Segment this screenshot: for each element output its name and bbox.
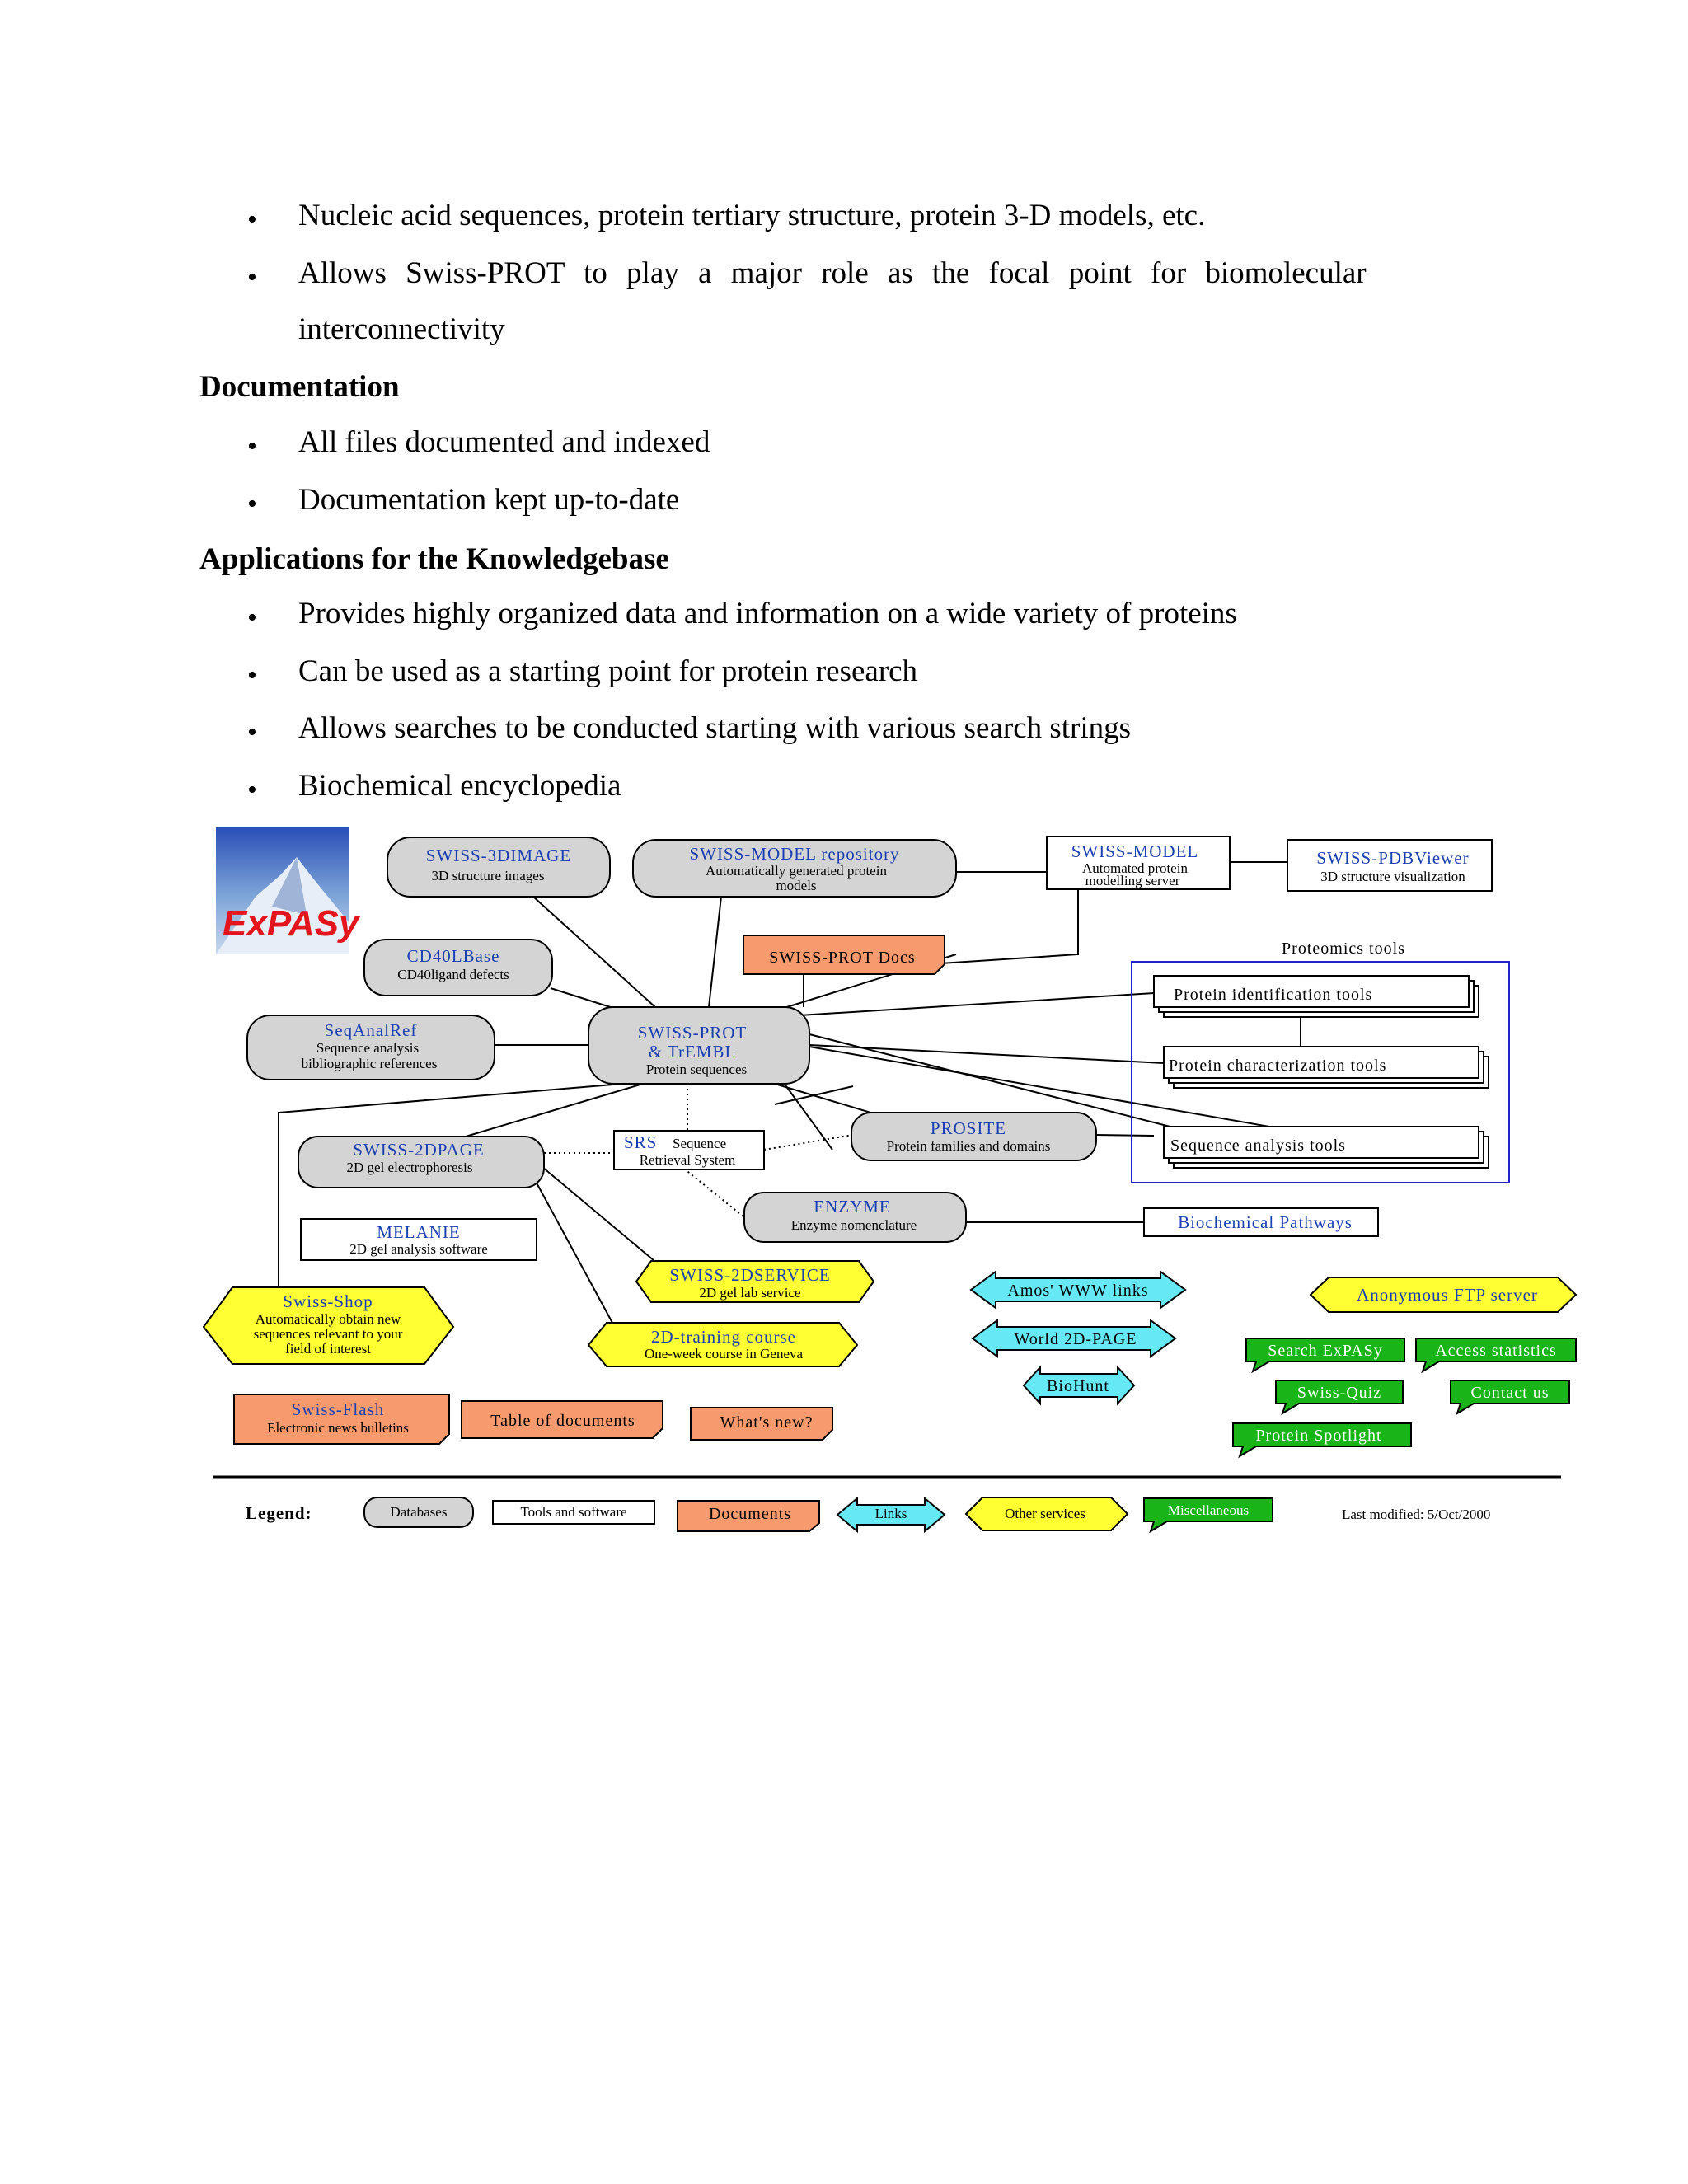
last-modified: Last modified: 5/Oct/2000 <box>1342 1507 1491 1522</box>
bullet-6: • <box>247 660 257 691</box>
svg-text:Links: Links <box>874 1506 907 1521</box>
link-amos-www-links[interactable] <box>971 1272 1185 1308</box>
svg-text:Swiss-Flash: Swiss-Flash <box>291 1399 385 1419</box>
tool-protein-identification[interactable] <box>1154 976 1479 1017</box>
proteomics-tools-group <box>1132 940 1509 1183</box>
expasy-logo[interactable] <box>216 827 361 954</box>
svg-text:2D gel electrophoresis: 2D gel electrophoresis <box>346 1160 473 1175</box>
bullet-text-files-documented: All files documented and indexed <box>298 425 710 459</box>
svg-text:SWISS-MODEL: SWISS-MODEL <box>1071 841 1199 861</box>
svg-text:Electronic news bulletins: Electronic news bulletins <box>267 1420 409 1436</box>
svg-text:Tools and software: Tools and software <box>520 1504 627 1520</box>
node-swiss-model-repository[interactable] <box>633 840 956 897</box>
svg-text:Automatically generated protei: Automatically generated protein <box>706 863 887 879</box>
svg-text:Swiss-Shop: Swiss-Shop <box>283 1291 373 1311</box>
service-swiss-2dservice[interactable] <box>636 1261 874 1302</box>
node-swiss-3dimage[interactable] <box>387 837 610 897</box>
bullet-1: • <box>247 204 257 235</box>
svg-text:Enzyme nomenclature: Enzyme nomenclature <box>790 1217 917 1233</box>
heading-documentation: Documentation <box>199 370 400 404</box>
bullet-5: • <box>247 602 257 633</box>
svg-text:SRS: SRS <box>624 1132 658 1152</box>
svg-text:SWISS-PROT Docs: SWISS-PROT Docs <box>769 949 916 967</box>
svg-text:SWISS-MODEL repository: SWISS-MODEL repository <box>689 844 900 864</box>
bullet-text-continuation: interconnectivity <box>298 312 505 346</box>
bullet-text-searches: Allows searches to be conducted starting with various search strings <box>298 711 1132 745</box>
svg-text:SWISS-3DIMAGE: SWISS-3DIMAGE <box>425 846 572 865</box>
svg-text:What's new?: What's new? <box>720 1413 814 1432</box>
svg-text:Swiss-Quiz: Swiss-Quiz <box>1296 1384 1382 1402</box>
doc-table-of-documents[interactable] <box>462 1401 663 1438</box>
svg-text:SWISS-2DSERVICE: SWISS-2DSERVICE <box>669 1265 831 1285</box>
legend-label: Legend: <box>246 1503 312 1523</box>
bullet-text-encyclopedia: Biochemical encyclopedia <box>298 769 621 803</box>
svg-text:Automatically obtain new: Automatically obtain new <box>255 1311 401 1327</box>
node-prosite[interactable] <box>851 1113 1096 1160</box>
svg-text:SWISS-PDBViewer: SWISS-PDBViewer <box>1316 848 1470 868</box>
svg-text:Other services: Other services <box>1005 1506 1085 1521</box>
svg-text:Biochemical Pathways: Biochemical Pathways <box>1178 1212 1353 1232</box>
tool-protein-characterization[interactable] <box>1164 1047 1489 1088</box>
bullet-4: • <box>247 489 257 519</box>
legend-miscellaneous <box>1144 1498 1273 1531</box>
node-swiss-pdbviewer[interactable] <box>1287 840 1492 891</box>
svg-text:Anonymous FTP server: Anonymous FTP server <box>1357 1285 1538 1305</box>
svg-text:CD40ligand defects: CD40ligand defects <box>397 967 509 982</box>
tool-sequence-analysis[interactable] <box>1164 1127 1489 1168</box>
svg-text:Protein families and domains: Protein families and domains <box>886 1138 1051 1154</box>
service-swiss-shop[interactable] <box>204 1287 453 1364</box>
svg-text:Retrieval System: Retrieval System <box>639 1152 736 1168</box>
service-anonymous-ftp[interactable] <box>1311 1277 1576 1312</box>
node-biochemical-pathways[interactable] <box>1144 1208 1378 1236</box>
service-2d-training-course[interactable] <box>588 1323 857 1366</box>
svg-text:Access statistics: Access statistics <box>1435 1342 1557 1360</box>
legend <box>246 1497 1273 1531</box>
svg-text:Contact us: Contact us <box>1470 1384 1550 1402</box>
link-world-2d-page[interactable] <box>973 1320 1175 1357</box>
legend-tools <box>493 1501 654 1524</box>
misc-contact-us[interactable] <box>1451 1380 1569 1413</box>
svg-text:field of interest: field of interest <box>285 1341 371 1357</box>
node-swiss-model[interactable] <box>1047 837 1230 889</box>
svg-text:Sequence analysis tools: Sequence analysis tools <box>1170 1137 1346 1155</box>
svg-text:Protein characterization tools: Protein characterization tools <box>1169 1057 1387 1075</box>
svg-text:2D gel analysis software: 2D gel analysis software <box>349 1241 488 1257</box>
svg-text:Sequence analysis: Sequence analysis <box>316 1040 420 1056</box>
svg-text:Miscellaneous: Miscellaneous <box>1167 1502 1250 1518</box>
logo-text: ExPASy <box>223 903 359 944</box>
svg-text:SWISS-2DPAGE: SWISS-2DPAGE <box>353 1140 485 1160</box>
svg-text:& TrEMBL: & TrEMBL <box>648 1042 737 1062</box>
doc-swiss-flash[interactable] <box>234 1394 449 1444</box>
legend-links <box>837 1498 945 1531</box>
svg-text:SWISS-PROT: SWISS-PROT <box>637 1023 748 1043</box>
doc-whats-new[interactable] <box>691 1408 832 1440</box>
bullet-text-nucleic-acid: Nucleic acid sequences, protein tertiary structure, protein 3-D models, etc. <box>298 199 1206 232</box>
doc-swiss-prot-docs[interactable] <box>743 935 945 974</box>
misc-access-statistics[interactable] <box>1416 1338 1576 1371</box>
svg-text:MELANIE: MELANIE <box>377 1222 461 1242</box>
svg-text:World 2D-PAGE: World 2D-PAGE <box>1014 1330 1137 1348</box>
svg-text:modelling server: modelling server <box>1085 873 1180 888</box>
svg-text:One-week course in Geneva: One-week course in Geneva <box>644 1346 804 1361</box>
svg-text:models: models <box>776 878 817 893</box>
svg-text:3D structure images: 3D structure images <box>431 868 545 883</box>
legend-other-services <box>966 1497 1128 1530</box>
bullet-7: • <box>247 717 257 748</box>
misc-search-expasy[interactable] <box>1246 1338 1404 1371</box>
bullet-8: • <box>247 775 257 805</box>
svg-text:Search ExPASy: Search ExPASy <box>1268 1342 1383 1360</box>
svg-text:Databases: Databases <box>390 1504 448 1520</box>
bullet-text-up-to-date: Documentation kept up-to-date <box>298 483 680 517</box>
svg-text:CD40LBase: CD40LBase <box>406 946 500 966</box>
node-cd40lbase[interactable] <box>364 940 552 996</box>
bullet-3: • <box>247 431 257 462</box>
svg-text:Sequence: Sequence <box>673 1136 727 1151</box>
svg-text:bibliographic references: bibliographic references <box>301 1056 438 1071</box>
node-srs[interactable] <box>614 1131 764 1169</box>
bullet-2: • <box>247 262 257 293</box>
misc-swiss-quiz[interactable] <box>1276 1380 1403 1413</box>
svg-text:Documents: Documents <box>708 1505 792 1523</box>
svg-text:sequences relevant to your: sequences relevant to your <box>253 1326 403 1342</box>
bullet-text-organized-data: Provides highly organized data and information on a wide variety of proteins <box>298 597 1237 630</box>
svg-text:Automated protein: Automated protein <box>1082 860 1188 876</box>
misc-protein-spotlight[interactable] <box>1233 1423 1411 1456</box>
svg-text:BioHunt: BioHunt <box>1047 1377 1109 1395</box>
svg-text:Protein sequences: Protein sequences <box>645 1062 748 1077</box>
svg-text:3D structure visualization: 3D structure visualization <box>1320 869 1465 884</box>
svg-text:2D gel lab service: 2D gel lab service <box>699 1285 801 1301</box>
svg-text:PROSITE: PROSITE <box>930 1118 1007 1138</box>
proteomics-label: Proteomics tools <box>1282 940 1405 958</box>
svg-text:Protein identification tools: Protein identification tools <box>1174 986 1373 1004</box>
legend-databases <box>364 1497 473 1527</box>
link-biohunt[interactable] <box>1024 1367 1134 1404</box>
node-enzyme[interactable] <box>744 1193 966 1242</box>
svg-text:Protein Spotlight: Protein Spotlight <box>1255 1427 1382 1445</box>
svg-text:SeqAnalRef: SeqAnalRef <box>324 1020 418 1040</box>
heading-applications: Applications for the Knowledgebase <box>199 542 669 576</box>
legend-documents <box>678 1501 819 1531</box>
node-seqanalref[interactable] <box>247 1015 495 1080</box>
svg-text:ENZYME: ENZYME <box>814 1197 891 1216</box>
svg-text:2D-training course: 2D-training course <box>650 1327 797 1347</box>
svg-text:Table of documents: Table of documents <box>490 1412 635 1430</box>
node-swiss-2dpage[interactable] <box>298 1137 544 1188</box>
svg-text:Amos' WWW links: Amos' WWW links <box>1007 1282 1149 1300</box>
node-melanie[interactable] <box>301 1219 537 1260</box>
bullet-text-starting-point: Can be used as a starting point for protein research <box>298 654 918 688</box>
node-swiss-prot-trembl[interactable] <box>588 1007 809 1084</box>
bullet-text-swiss-prot-role: Allows Swiss-PROT to play a major role as the focal point for biomolecular <box>298 256 1367 290</box>
